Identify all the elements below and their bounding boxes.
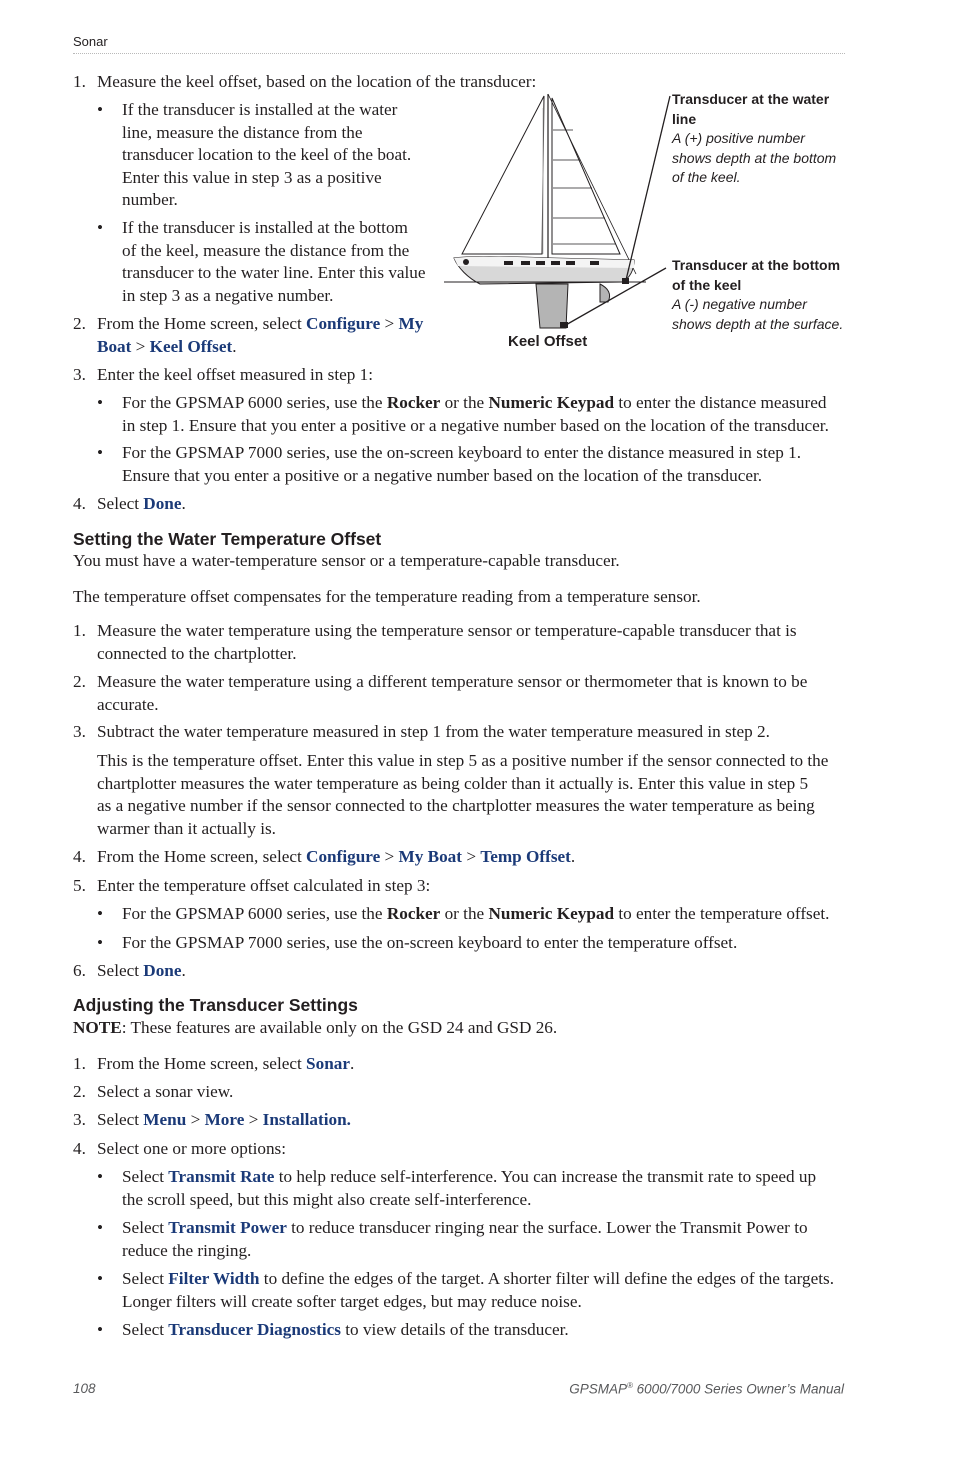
keel-bullet-1: • If the transducer is installed at the water line, measure the distance from the transducer location to the keel of the boat. Enter this value in step 3 as a positive number. [97,100,412,210]
transmit-rate-link[interactable]: Transmit Rate [168,1167,275,1186]
transmit-power-link[interactable]: Transmit Power [168,1218,287,1237]
done-link[interactable]: Done [143,494,182,513]
running-header: Sonar [73,34,108,49]
keel-step-1: 1. Measure the keel offset, based on the location of the transducer: [73,72,537,91]
transducer-step-3: 3. Select Menu > More > Installation. [73,1110,351,1129]
my-boat-link-part1[interactable]: My [398,314,424,333]
water-temp-p1: You must have a water-temperature sensor or a temperature-capable transducer. [73,551,620,570]
manual-title: GPSMAP® 6000/7000 Series Owner’s Manual [569,1381,844,1397]
keel-offset-label: Keel Offset [508,333,588,350]
keel-step3-bullet-2: • For the GPSMAP 7000 series, use the on-screen keyboard to enter the distance measured in step 1. Ensure that you enter a positive or a negative number based on the location of the transducer. [97,443,802,485]
water-temp-step-4: 4. From the Home screen, select Configure > My Boat > Temp Offset. [73,847,576,866]
option-filter-width: • Select Filter Width to define the edges of the target. A shorter filter will define the edges of the targets. Longer filters will create softer target edges, but may reduce noise. [97,1269,834,1311]
keel-bullet-2: • If the transducer is installed at the bottom of the keel, measure the distance from the transducer to the water line. Enter this value in step 3 as a negative number. [97,218,426,305]
temp-offset-link[interactable]: Temp Offset [480,847,571,866]
sonar-link[interactable]: Sonar [306,1054,350,1073]
done-link-2[interactable]: Done [143,961,182,980]
menu-link[interactable]: Menu [143,1110,187,1129]
water-temp-step5-bullet-2: • For the GPSMAP 7000 series, use the on-screen keyboard to enter the temperature offset. [97,933,738,952]
option-transmit-power: • Select Transmit Power to reduce transducer ringing near the surface. Lower the Transmit Power to reduce the ringing. [97,1218,808,1260]
water-temp-heading: Setting the Water Temperature Offset [73,529,382,549]
water-temp-p2: The temperature offset compensates for the temperature reading from a temperature sensor. [73,587,701,606]
water-temp-step5-bullet-1: • For the GPSMAP 6000 series, use the Rocker or the Numeric Keypad to enter the temperature offset. [97,904,830,923]
main-sail [552,98,620,254]
keel-offset-link[interactable]: Keel Offset [149,336,233,356]
my-boat-link-part2[interactable]: Boat [97,336,132,356]
water-temp-step3-note: This is the temperature offset. Enter this value in step 5 as a positive number if the sensor connected to the chartplotter measures the water temperature as being colder than it actually is. Enter this value in step 5 as a negative number if the sensor connected to the chartplotter measures the water temperature as being warmer than it actually is. [97,751,829,838]
transducer-step-4: 4. Select one or more options: [73,1139,287,1158]
keel [536,284,568,328]
water-temp-step-5: 5. Enter the temperature offset calculated in step 3: [73,876,431,895]
transducer-note: NOTE: These features are available only on the GSD 24 and GSD 26. [73,1018,558,1037]
transducer-waterline [622,278,629,284]
page-number: 108 [73,1381,96,1396]
configure-link[interactable]: Configure [306,314,381,333]
transducer-diagnostics-link[interactable]: Transducer Diagnostics [168,1320,341,1339]
keel-step-4: 4. Select Done. [73,494,186,513]
caption-keel: Transducer at the bottom of the keel A (-) negative number shows depth at the surface. [672,257,844,332]
keel-step-3: 3. Enter the keel offset measured in step 1: [73,365,374,384]
keel-step3-bullet-1: • For the GPSMAP 6000 series, use the Rocker or the Numeric Keypad to enter the distance measured in step 1. Ensure that you enter a positive or a negative number based on the location of the transducer. [97,393,829,435]
configure-link-2[interactable]: Configure [306,847,381,866]
caption-waterline: Transducer at the water line A (+) positive number shows depth at the bottom of the keel. [672,91,837,185]
leader-line-waterline [626,96,670,280]
water-temp-step-6: 6. Select Done. [73,961,186,980]
installation-link[interactable]: Installation. [262,1110,351,1129]
transducer-step-2: 2. Select a sonar view. [73,1082,234,1101]
transducer-heading: Adjusting the Transducer Settings [73,995,358,1015]
jib-sail [462,96,544,254]
header-rule [73,53,845,54]
my-boat-link[interactable]: My Boat [398,847,463,866]
transducer-step-1: 1. From the Home screen, select Sonar. [73,1054,355,1073]
water-temp-step-3: 3. Subtract the water temperature measured in step 1 from the water temperature measured in step 2. [73,722,770,741]
water-temp-step-2: 2. Measure the water temperature using a different temperature sensor or thermometer that is known to be accurate. [73,672,808,714]
more-link[interactable]: More [204,1110,245,1129]
option-transducer-diagnostics: • Select Transducer Diagnostics to view details of the transducer. [97,1320,569,1339]
filter-width-link[interactable]: Filter Width [168,1269,260,1288]
option-transmit-rate: • Select Transmit Rate to help reduce self-interference. You can increase the transmit rate to speed up the scroll speed, but this might also create self-interference. [97,1167,817,1209]
keel-step-2: 2. From the Home screen, select Configure > My Boat > Keel Offset. [73,314,424,356]
water-temp-step-1: 1. Measure the water temperature using the temperature sensor or temperature-capable transducer that is connected to the chartplotter. [73,621,797,663]
